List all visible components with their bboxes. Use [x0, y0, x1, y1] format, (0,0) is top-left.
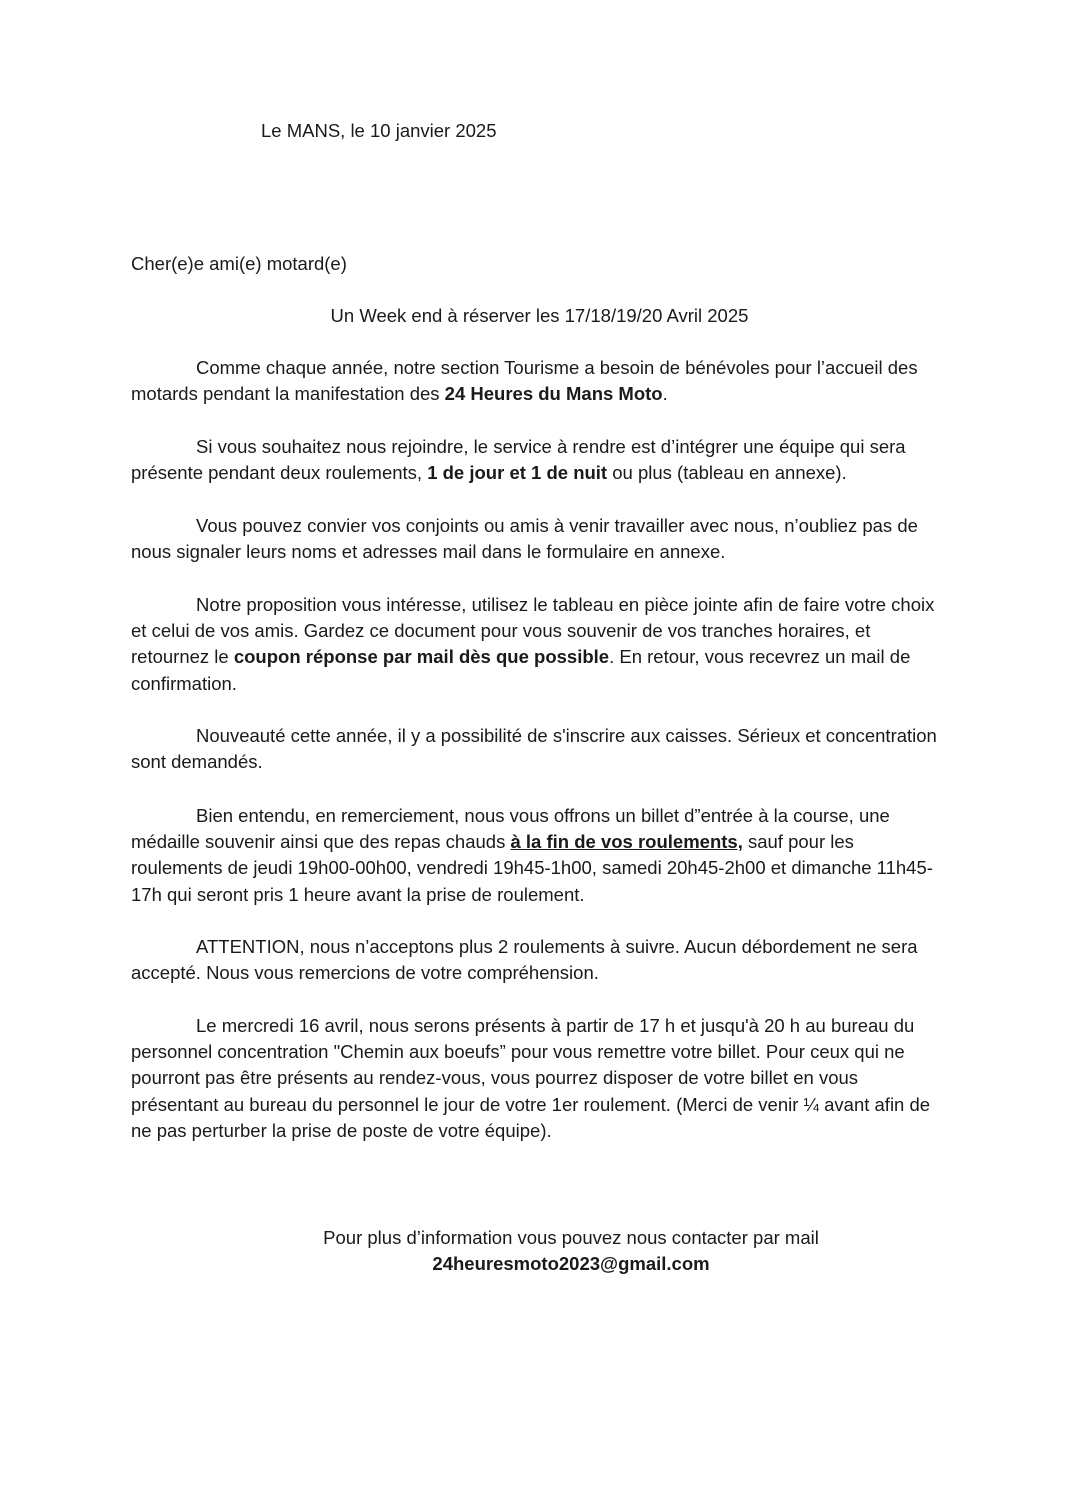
paragraph-text: Si vous souhaitez nous rejoindre, le service à rendre est d’intégrer une équipe qui sera présente pendant deux roulements,	[131, 436, 906, 484]
paragraph-text: Nouveauté cette année, il y a possibilité de s'inscrire aux caisses. Sérieux et concentration sont demandés.	[131, 725, 937, 773]
paragraph-shifts	[131, 434, 948, 486]
event-name: 24 Heures du Mans Moto	[444, 383, 663, 405]
paragraph-volunteers-needed	[131, 355, 948, 407]
paragraph-text: Comme chaque année, notre section Tourisme a besoin de bénévoles pour l’accueil des motards pendant la manifestation des	[131, 357, 918, 405]
letter-greeting: Cher(e)e ami(e) motard(e)	[131, 253, 347, 274]
reply-coupon-instruction: coupon réponse par mail dès que possible	[233, 646, 610, 668]
paragraph-ticket-pickup	[131, 1013, 948, 1144]
paragraph-cashier-novelty	[131, 723, 948, 775]
paragraph-invite-friends	[131, 513, 948, 565]
paragraph-text: Vous pouvez convier vos conjoints ou amis à venir travailler avec nous, n’oubliez pas de nous signaler leurs noms et adresses mail dans le formulaire en annexe.	[131, 515, 918, 563]
paragraph-registration	[131, 592, 948, 697]
paragraph-text: Bien entendu, en remerciement, nous vous offrons un billet d”entrée à la course, une médaille souvenir ainsi que des repas chauds	[131, 805, 890, 853]
paragraph-text: ATTENTION, nous n’acceptons plus 2 roulements à suivre. Aucun débordement ne sera accepté. Nous vous remercions de votre compréhension.	[131, 936, 918, 984]
paragraph-text: Notre proposition vous intéresse, utilisez le tableau en pièce jointe afin de faire votre choix et celui de vos amis. Gardez ce document pour vous souvenir de vos tranches horaires, et retournez le	[131, 594, 935, 668]
paragraph-rewards	[131, 803, 948, 908]
contact-line: Pour plus d’information vous pouvez nous contacter par mail	[323, 1227, 819, 1248]
paragraph-warning	[131, 934, 948, 986]
paragraph-text: sauf pour les roulements de jeudi 19h00-00h00, vendredi 19h45-1h00, samedi 20h45-2h00 et dimanche 11h45-17h qui seront pris 1 heure avant la prise de roulement.	[131, 831, 933, 905]
paragraph-text: . En retour, vous recevrez un mail de confirmation.	[131, 646, 911, 694]
letter-subject: Un Week end à réserver les 17/18/19/20 Avril 2025	[330, 305, 749, 326]
meal-timing: à la fin de vos roulements,	[510, 831, 743, 853]
paragraph-text: .	[662, 383, 668, 405]
shift-requirement: 1 de jour et 1 de nuit	[427, 462, 608, 484]
paragraph-text: Le mercredi 16 avril, nous serons présents à partir de 17 h et jusqu'à 20 h au bureau du personnel concentration "Chemin aux boeufs” pour vous remettre votre billet. Pour ceux qui ne pourront pas être présents au rendez-vous, vous pourrez disposer de votre billet en vous présentant au bureau du personnel le jour de votre 1er roulement. (Merci de venir ¼ avant afin de ne pas perturber la prise de poste de votre équipe).	[131, 1015, 931, 1141]
contact-block	[131, 1225, 1011, 1277]
letter-date: Le MANS, le 10 janvier 2025	[261, 120, 497, 141]
paragraph-text: ou plus (tableau en annexe).	[607, 462, 847, 484]
contact-email: 24heuresmoto2023@gmail.com	[432, 1253, 710, 1274]
